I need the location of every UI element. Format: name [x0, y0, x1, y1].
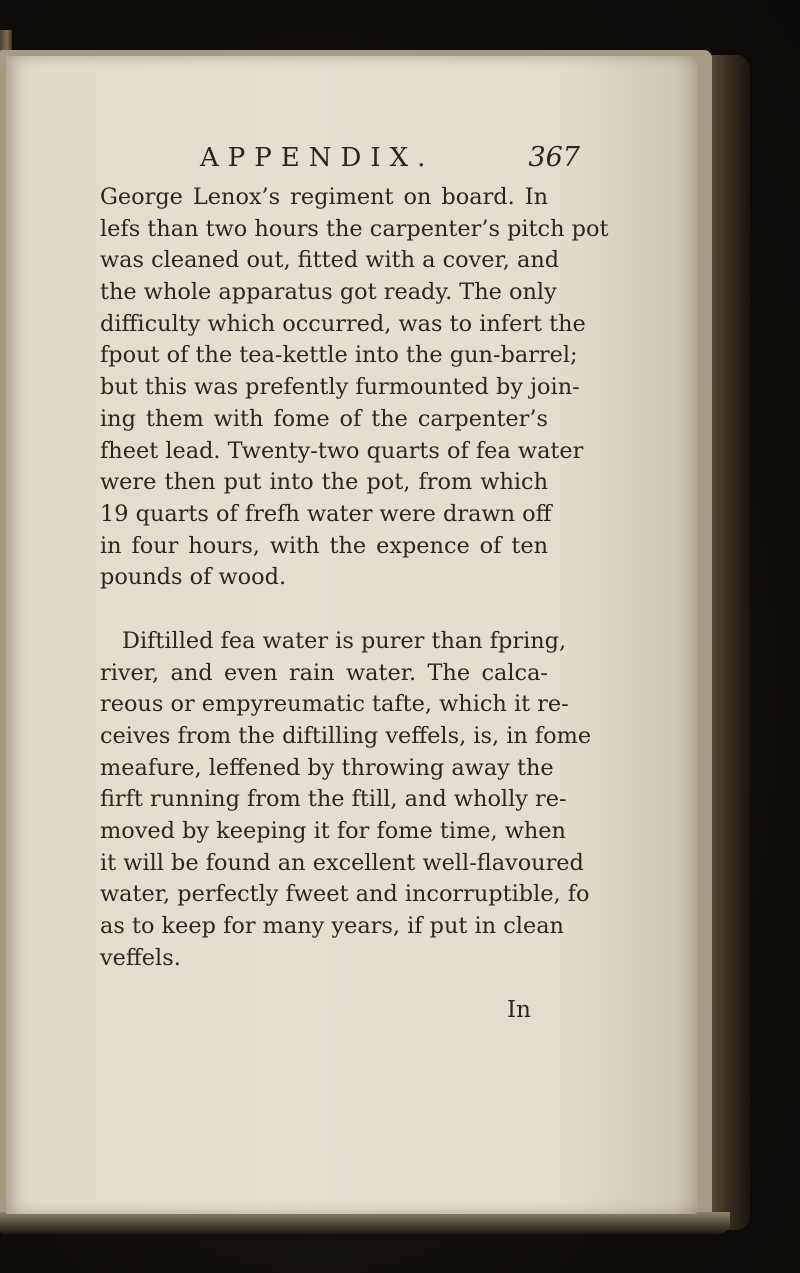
text-line: firft running from the ftill, and wholly re- [100, 786, 567, 813]
text-line: meafure, leffened by throwing away the [100, 754, 554, 781]
text-line: reous or empyreumatic tafte, which it re- [100, 691, 569, 718]
text-line: veffels. [100, 944, 181, 971]
paragraph-gap [100, 594, 548, 626]
text-line: it will be found an excellent well-flavoured [100, 849, 584, 876]
text-line: lefs than two hours the carpenter’s pitch pot [100, 215, 609, 242]
text-line: but this was prefently furmounted by join- [100, 374, 580, 401]
text-line: difficulty which occurred, was to infert the [100, 310, 586, 337]
text-line: Diftilled fea water is purer than fpring, [122, 627, 567, 654]
body-text [100, 182, 609, 975]
book-bottom-edge [0, 1212, 730, 1234]
text-line: water, perfectly fweet and incorruptible, fo [100, 881, 590, 908]
catchword: In [507, 997, 531, 1023]
text-line: fpout of the tea-kettle into the gun-barrel; [100, 342, 578, 369]
text-line: in four hours, with the expence of ten [100, 532, 548, 559]
text-line: ceives from the diftilling veffels, is, in fome [100, 723, 592, 749]
text-line: moved by keeping it for fome time, when [100, 818, 566, 845]
text-line: 19 quarts of frefh water were drawn off [100, 500, 552, 527]
text-line: ing them with fome of the carpenter’s [100, 405, 548, 432]
text-line: fheet lead. Twenty-two quarts of fea water [100, 437, 584, 464]
text-line: as to keep for many years, if put in clean [100, 913, 564, 940]
text-line: the whole apparatus got ready. The only [100, 279, 557, 306]
text-line: pounds of wood. [100, 564, 287, 591]
paragraph-1 [100, 182, 609, 594]
text-line: George Lenox’s regiment on board. In [100, 184, 548, 210]
running-head-title: APPENDIX. [200, 143, 435, 173]
running-head [200, 138, 580, 178]
text-line: were then put into the pot, from which [100, 469, 548, 496]
page-number: 367 [528, 142, 580, 173]
text-line: river, and even rain water. The calca- [100, 659, 548, 686]
paragraph-2 [100, 626, 592, 975]
text-line: was cleaned out, fitted with a cover, and [100, 247, 560, 274]
